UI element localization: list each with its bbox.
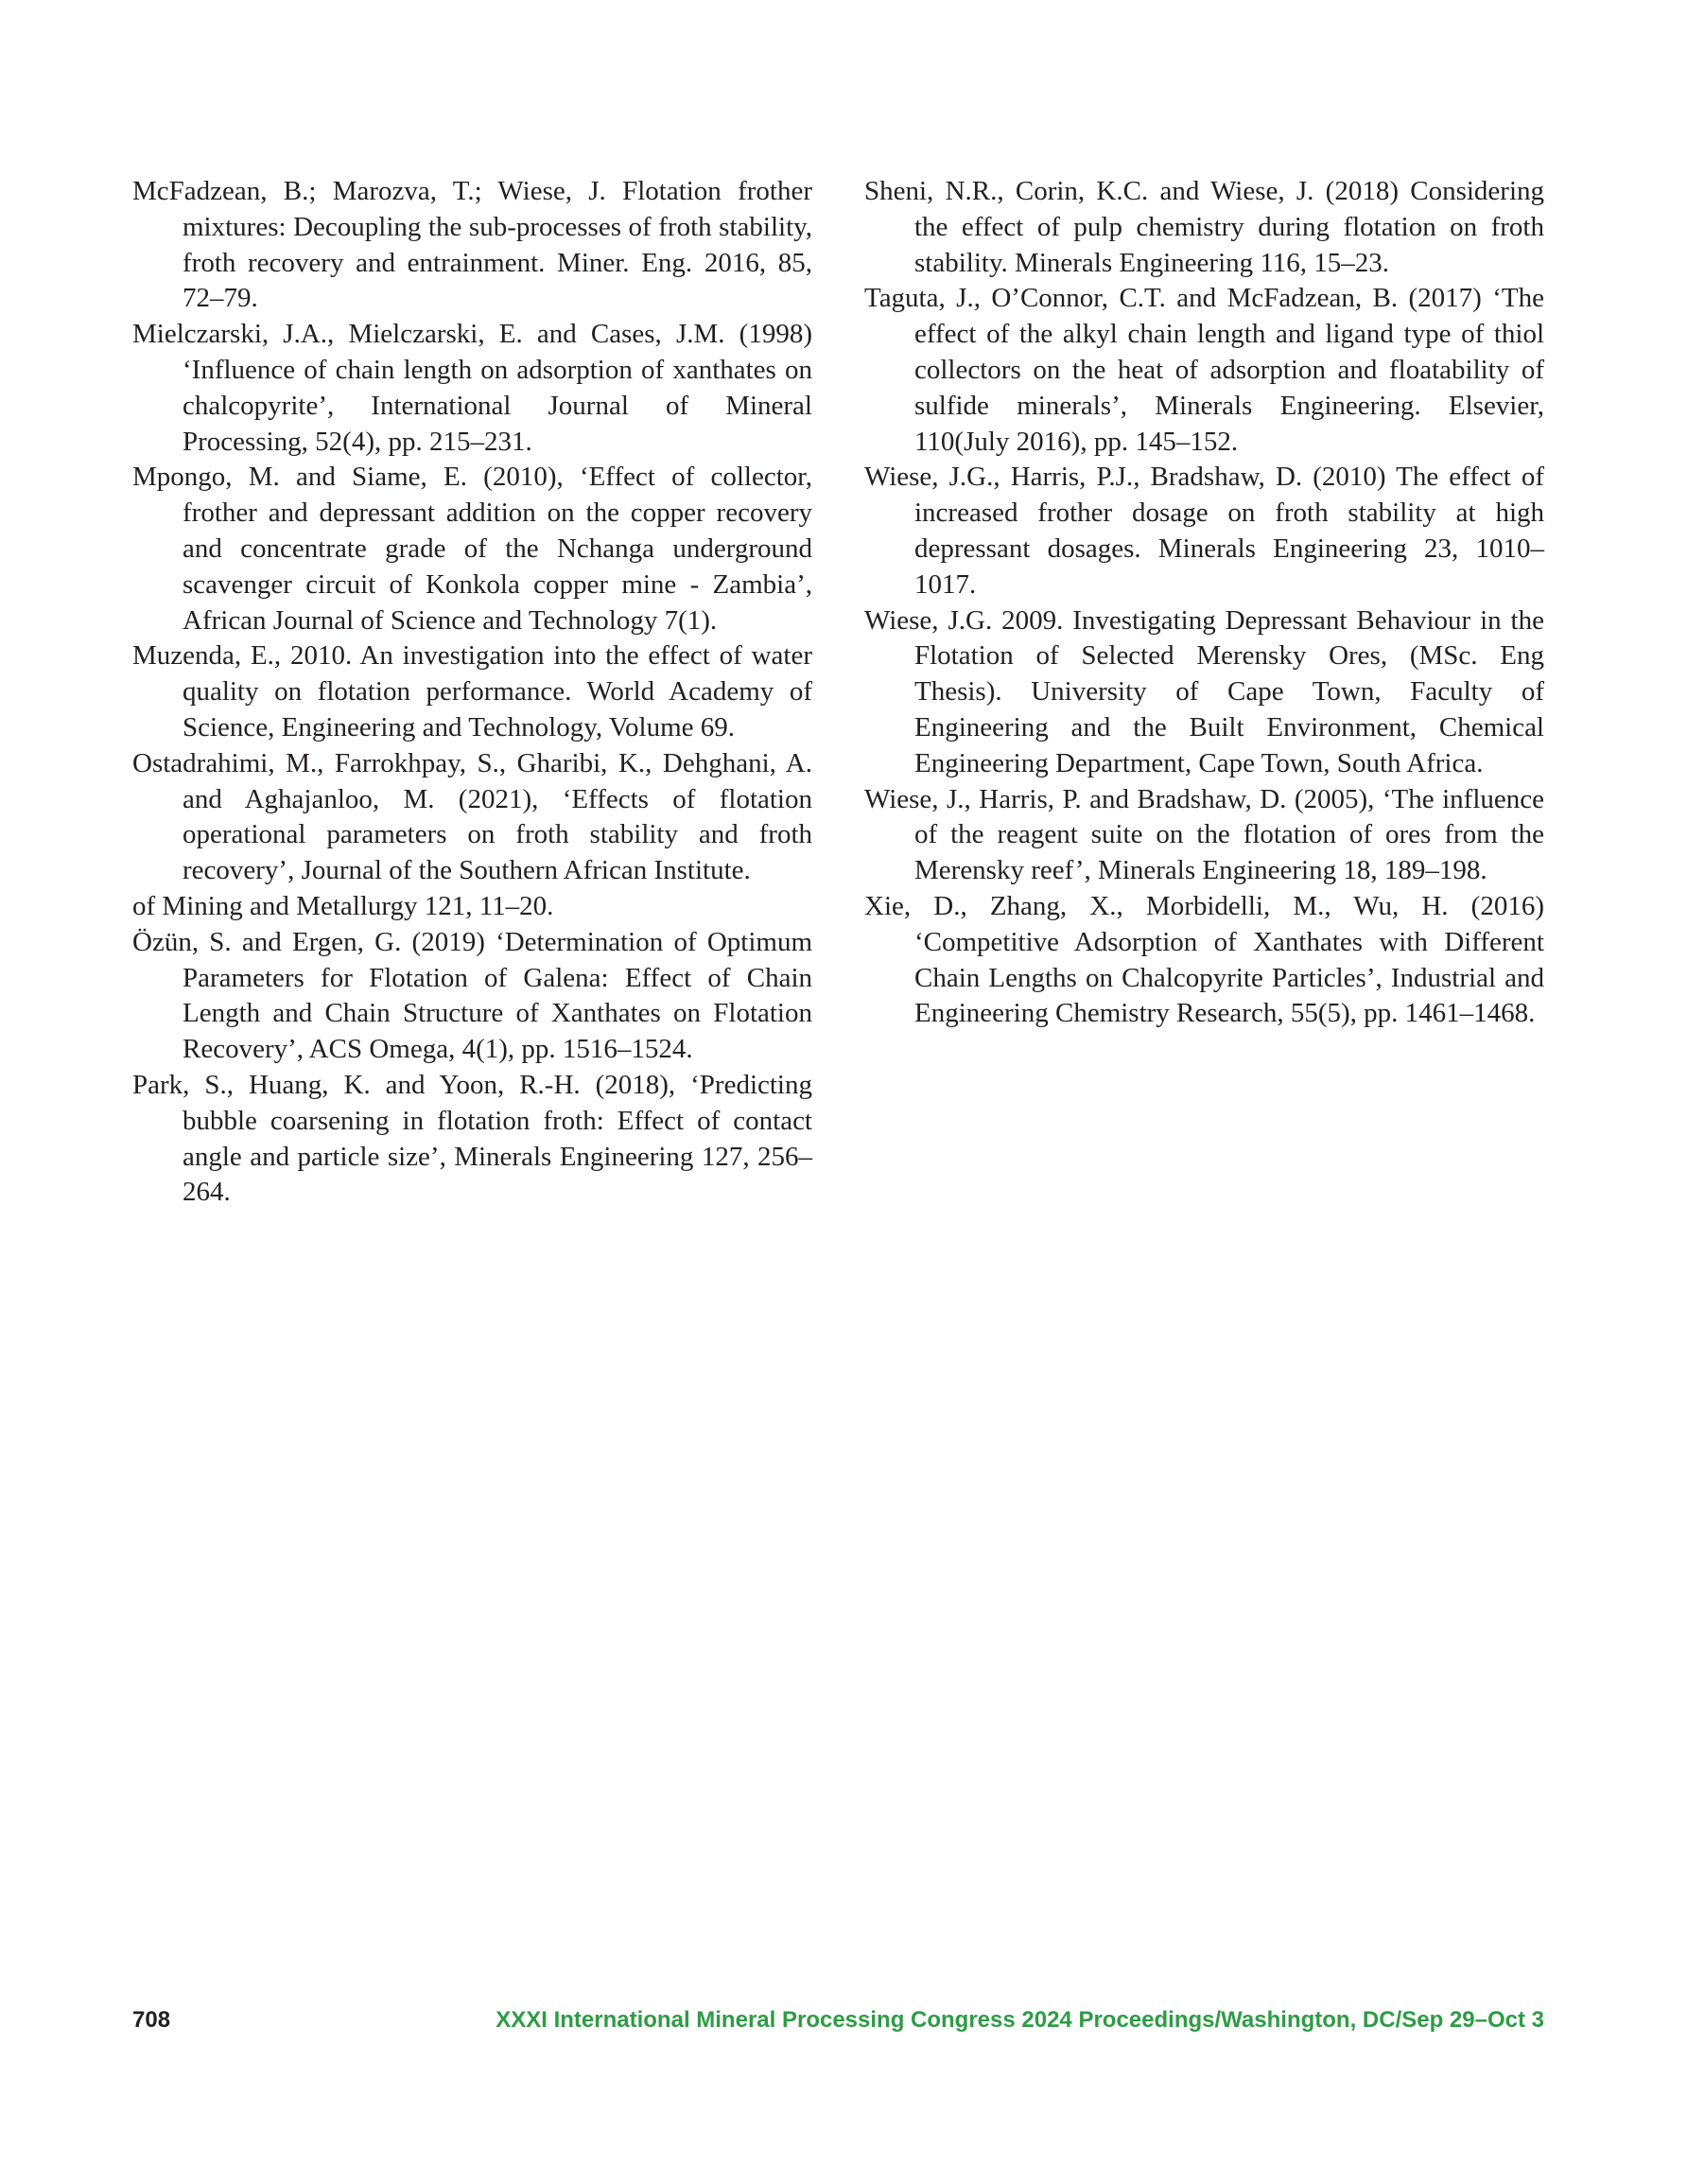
reference-entry: Taguta, J., O’Connor, C.T. and McFadzean, B. (2017) ‘The effect of the alkyl chain length and ligand type of thiol collectors on the heat of adsorption and floatability of sulfide minerals’, Minerals Engineering. Elsevier, 110(July 2016), pp. 145–152. — [864, 283, 1544, 457]
reference-entry: Park, S., Huang, K. and Yoon, R.-H. (2018), ‘Predicting bubble coarsening in flotation froth: Effect of contact angle and particle size’, Minerals Engineering 127, 256–264. — [132, 1069, 812, 1208]
reference-entry: Mpongo, M. and Siame, E. (2010), ‘Effect of collector, frother and depressant addition on the copper recovery and concentrate grade of the Nchanga underground scavenger circuit of Konkola copper mine - Zambia’, African Journal of Science and Technology 7(1). — [132, 462, 812, 636]
reference-entry: Muzenda, E., 2010. An investigation into the effect of water quality on flotation performance. World Academy of Science, Engineering and Technology, Volume 69. — [132, 640, 812, 743]
reference-entry: McFadzean, B.; Marozva, T.; Wiese, J. Flotation frother mixtures: Decoupling the sub-processes of froth stability, froth recovery and entrainment. Miner. Eng. 2016, 85, 72–79. — [132, 176, 812, 314]
references-left-column — [132, 174, 812, 1211]
references-right-column — [864, 174, 1544, 1032]
reference-entry: Mielczarski, J.A., Mielczarski, E. and Cases, J.M. (1998) ‘Influence of chain length on adsorption of xanthates on chalcopyrite’, International Journal of Mineral Processing, 52(4), pp. 215–231. — [132, 319, 812, 457]
reference-entry: Ostadrahimi, M., Farrokhpay, S., Gharibi, K., Dehghani, A. and Aghajanloo, M. (2021), ‘Effects of flotation operational parameters on froth stability and froth recovery’, Journal of the Southern African Institute. — [132, 747, 812, 886]
reference-entry: Wiese, J.G. 2009. Investigating Depressant Behaviour in the Flotation of Selected Merensky Ores, (MSc. Eng Thesis). University of Cape Town, Faculty of Engineering and the Built Environment, Chemical Engineering Department, Cape Town, South Africa. — [864, 604, 1544, 778]
reference-entry: Wiese, J.G., Harris, P.J., Bradshaw, D. (2010) The effect of increased frother dosage on froth stability at high depressant dosages. Minerals Engineering 23, 1010–1017. — [864, 462, 1544, 600]
running-footer-title: XXXI International Mineral Processing Congress 2024 Proceedings/Washington, DC/Sep 29–Oct 3 — [496, 2007, 1544, 2033]
page-footer — [132, 2001, 1544, 2039]
reference-continuation: of Mining and Metallurgy 121, 11–20. — [132, 890, 554, 921]
reference-entry: Özün, S. and Ergen, G. (2019) ‘Determination of Optimum Parameters for Flotation of Galena: Effect of Chain Length and Chain Structure of Xanthates on Flotation Recovery’, ACS Omega, 4(1), pp. 1516–1524. — [132, 926, 812, 1065]
page-number: 708 — [132, 2007, 171, 2033]
reference-entry: Sheni, N.R., Corin, K.C. and Wiese, J. (2018) Considering the effect of pulp chemistry during flotation on froth stability. Minerals Engineering 116, 15–23. — [864, 176, 1544, 278]
reference-entry: Wiese, J., Harris, P. and Bradshaw, D. (2005), ‘The influence of the reagent suite on the flotation of ores from the Merensky reef’, Minerals Engineering 18, 189–198. — [864, 783, 1544, 886]
reference-entry: Xie, D., Zhang, X., Morbidelli, M., Wu, H. (2016) ‘Competitive Adsorption of Xanthates with Different Chain Lengths on Chalcopyrite Particles’, Industrial and Engineering Chemistry Research, 55(5), pp. 1461–1468. — [864, 890, 1544, 1029]
